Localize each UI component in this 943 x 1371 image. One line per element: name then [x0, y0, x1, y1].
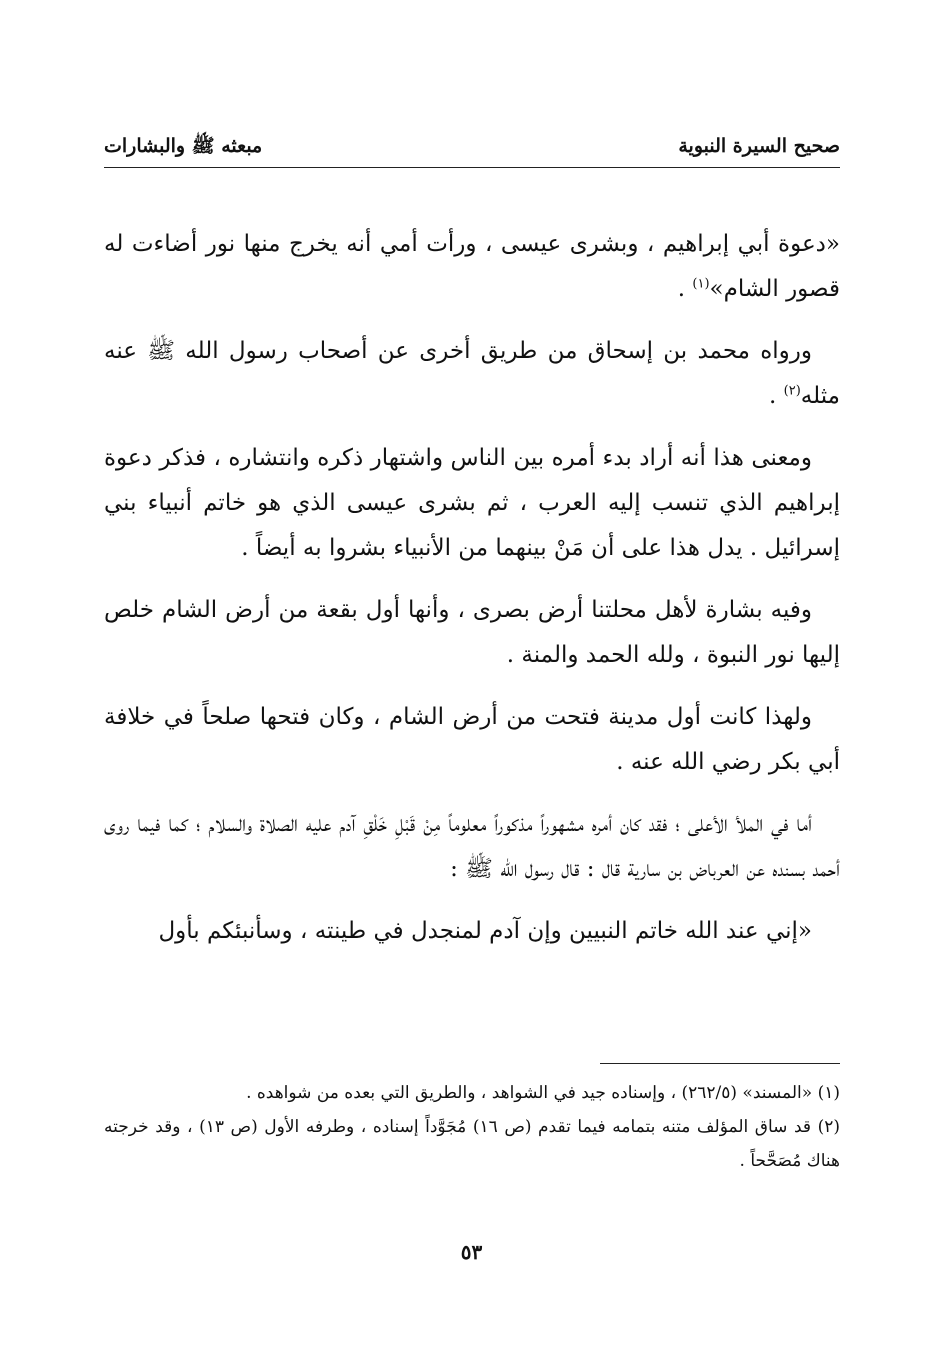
paragraph-text: أما في الملأ الأعلى ؛ فقد كان أمره مشهوراً مذكوراً معلوماً مِنْ قَبْلِ خَلْقِ آدم عليه الصلاة والسلام ؛ كما فيما روى أحمد بسنده عن العرباض بن سارية قال : قال رسول الله ﷺ : — [104, 811, 840, 882]
header-divider — [104, 167, 840, 168]
paragraph-tail: . — [677, 276, 693, 302]
paragraph-tail: . — [769, 383, 784, 409]
footnote-reference[interactable]: (٢) — [783, 383, 801, 399]
page-number: ٥٣ — [460, 1240, 483, 1264]
paragraph — [104, 695, 840, 785]
paragraph — [104, 909, 840, 954]
paragraph — [104, 436, 840, 571]
paragraph-text: «دعوة أبي إبراهيم ، وبشرى عيسى ، ورأت أمي أنه يخرج منها نور أضاءت له قصور الشام» — [104, 231, 840, 302]
footnote: (٢) قد ساق المؤلف متنه بتمامه فيما تقدم (ص ١٦) مُجَوَّداً إسناده ، وطرفه الأول (ص ١٣) ، وقد خرجته هناك مُصَحَّحاً . — [104, 1117, 840, 1171]
paragraph-text: ومعنى هذا أنه أراد بدء أمره بين الناس واشتهار ذكره وانتشاره ، فذكر دعوة إبراهيم الذي تنسب إليه العرب ، ثم بشرى عيسى الذي هو خاتم أنبياء بني إسرائيل . يدل هذا على أن مَنْ بينهما من الأنبياء بشروا به أيضاً . — [104, 445, 840, 561]
paragraph — [104, 802, 840, 892]
footnotes — [104, 1076, 840, 1178]
paragraph — [104, 588, 840, 678]
book-title: صحيح السيرة النبوية — [678, 135, 840, 157]
footnote-reference[interactable]: (١) — [692, 276, 710, 292]
main-text — [104, 222, 840, 971]
footnote-divider — [600, 1063, 840, 1064]
paragraph-text: ولهذا كانت أول مدينة فتحت من أرض الشام ، وكان فتحها صلحاً في خلافة أبي بكر رضي الله عنه . — [104, 704, 840, 775]
chapter-title: مبعثه ﷺ والبشارات — [104, 135, 263, 157]
paragraph-text: وفيه بشارة لأهل محلتنا أرض بصرى ، وأنها أول بقعة من أرض الشام خلص إليها نور النبوة ، ولله الحمد والمنة . — [104, 597, 840, 668]
paragraph — [104, 222, 840, 312]
paragraph-text: «إني عند الله خاتم النبيين وإن آدم لمنجدل في طينته ، وسأنبئكم بأول — [158, 918, 812, 944]
paragraph — [104, 329, 840, 419]
footnote: (١) «المسند» (٢٦٢/٥) ، وإسناده جيد في الشواهد ، والطريق التي بعده من شواهده . — [246, 1083, 840, 1103]
paragraph-text: ورواه محمد بن إسحاق من طريق أخرى عن أصحاب رسول الله ﷺ عنه مثله — [104, 338, 840, 409]
running-header — [104, 128, 840, 168]
